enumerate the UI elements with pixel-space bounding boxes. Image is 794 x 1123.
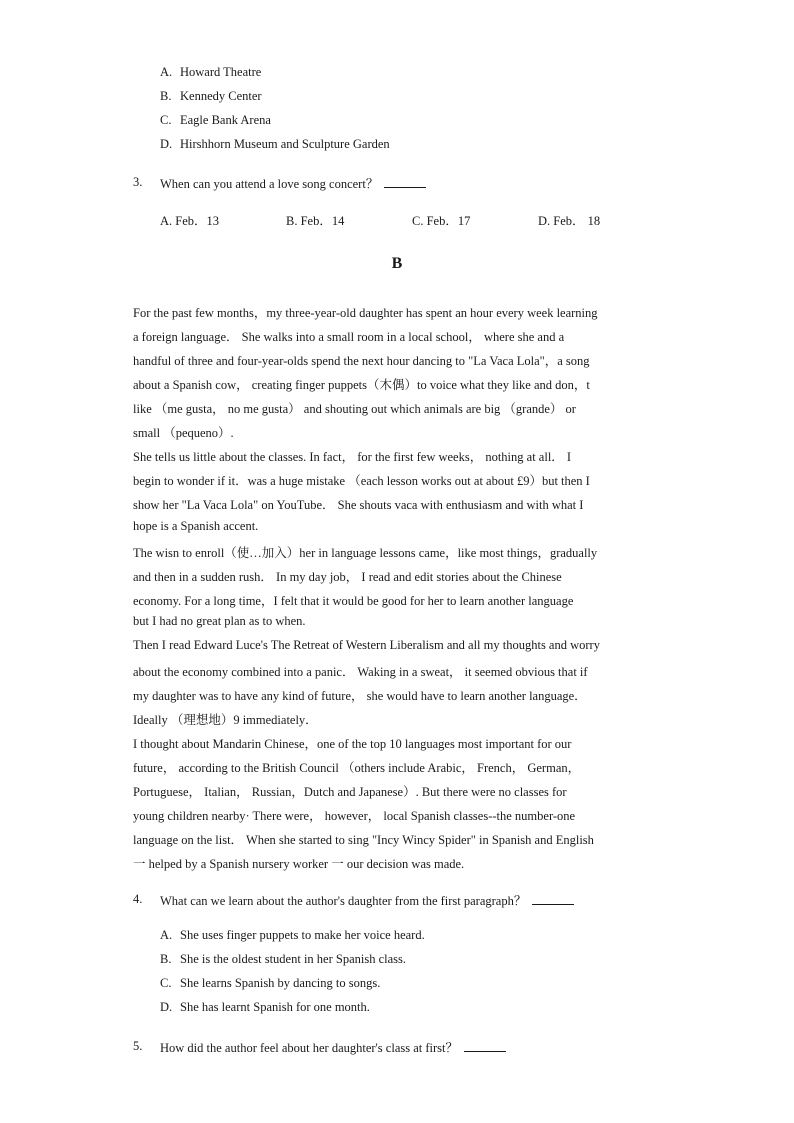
passage-line: show her "La Vaca Lola" on YouTube． She shouts vaca with enthusiasm and with what I <box>133 498 584 512</box>
passage-line: small （pequeno）. <box>133 426 234 440</box>
option-text: She is the oldest student in her Spanish class. <box>180 952 407 966</box>
passage-line: begin to wonder if it．was a huge mistake （each lesson works out at about £9）but then I <box>133 474 590 488</box>
passage-line: 一 helped by a Spanish nursery worker 一 our decision was made. <box>133 857 465 871</box>
passage-line: Then I read Edward Luce's The Retreat of Western Liberalism and all my thoughts and worry <box>133 638 600 652</box>
q4-option-a <box>160 928 425 943</box>
passage-line: handful of three and four-year-olds spend the next hour dancing to "La Vaca Lola"，a song <box>133 354 590 368</box>
passage-line: Portuguese， Italian， Russian，Dutch and Japanese）. But there were no classes for <box>133 785 567 799</box>
passage-line: She tells us little about the classes. In fact， for the first few weeks， nothing at all． I <box>133 450 572 464</box>
option-letter: A. <box>160 65 173 79</box>
option-text: Eagle Bank Arena <box>180 113 271 127</box>
option-letter: C. <box>160 113 172 127</box>
q3-option-d <box>538 211 600 229</box>
option-letter: A. <box>160 928 173 942</box>
passage-line: my daughter was to have any kind of future， she would have to learn another language． <box>133 689 587 703</box>
q3-question <box>160 174 426 192</box>
option-text: She has learnt Spanish for one month. <box>180 1000 370 1014</box>
option-text: Feb．13 <box>175 214 220 228</box>
question-text: How did the author feel about her daughter's class at first？ <box>160 1041 458 1055</box>
q3-option-a <box>160 211 219 229</box>
passage-line: I thought about Mandarin Chinese，one of the top 10 languages most important for our <box>133 737 572 751</box>
q4-option-c <box>160 976 380 991</box>
option-text: Feb． 18 <box>553 214 601 228</box>
passage-line: about a Spanish cow， creating finger puppets（木偶）to voice what they like and don，t <box>133 378 590 392</box>
option-text: Howard Theatre <box>180 65 262 79</box>
option-letter: A. <box>160 214 173 228</box>
passage-line: like （me gusta， no me gusta） and shouting out which animals are big （grande） or <box>133 402 576 416</box>
option-text: Hirshhorn Museum and Sculpture Garden <box>180 137 390 151</box>
q4-question <box>160 891 574 909</box>
option-letter: C. <box>160 976 172 990</box>
passage-line: Ideally （理想地）9 immediately． <box>133 713 318 727</box>
passage-line: about the economy combined into a panic． Waking in a sweat， it seemed obvious that if <box>133 665 588 679</box>
answer-blank[interactable] <box>384 176 426 188</box>
option-letter: D. <box>160 137 173 151</box>
q5-question <box>160 1038 506 1056</box>
answer-blank[interactable] <box>532 893 574 905</box>
question-text: When can you attend a love song concert？ <box>160 177 379 191</box>
section-title: B <box>391 255 403 272</box>
option-letter: C. <box>412 214 424 228</box>
option-letter: B. <box>160 89 172 103</box>
q2-option-a <box>160 65 261 80</box>
passage-line: young children nearby· There were， however， local Spanish classes--the number-one <box>133 809 576 823</box>
q3-option-c <box>412 211 470 229</box>
passage-line: and then in a sudden rush． In my day job， I read and edit stories about the Chinese <box>133 570 562 584</box>
q3-number: 3. <box>133 175 143 189</box>
option-text: Feb．17 <box>426 214 471 228</box>
option-text: Kennedy Center <box>180 89 262 103</box>
q4-number: 4. <box>133 892 143 906</box>
option-letter: D. <box>160 1000 173 1014</box>
q2-option-c <box>160 113 271 128</box>
q2-option-b <box>160 89 262 104</box>
option-letter: D. <box>538 214 551 228</box>
q4-option-b <box>160 952 406 967</box>
option-text: She uses finger puppets to make her voice heard. <box>180 928 425 942</box>
q5-number: 5. <box>133 1039 143 1053</box>
passage-line: a foreign language． She walks into a small room in a local school， where she and a <box>133 330 565 344</box>
option-text: She learns Spanish by dancing to songs. <box>180 976 381 990</box>
passage-line: language on the list． When she started to sing "Incy Wincy Spider" in Spanish and English <box>133 833 594 847</box>
answer-blank[interactable] <box>464 1040 506 1052</box>
question-text: What can we learn about the author's daughter from the first paragraph？ <box>160 894 527 908</box>
passage-line: hope is a Spanish accent. <box>133 519 259 533</box>
option-letter: B. <box>286 214 298 228</box>
passage-line: future， according to the British Council （others include Arabic， French， German， <box>133 761 581 775</box>
passage-line: The wisn to enroll（使…加入）her in language lessons came，like most things，gradually <box>133 546 598 560</box>
option-text: Feb．14 <box>300 214 345 228</box>
passage-line: economy. For a long time，I felt that it would be good for her to learn another language <box>133 594 574 608</box>
q2-option-d <box>160 137 390 152</box>
passage-line: but I had no great plan as to when. <box>133 614 306 628</box>
passage-line: For the past few months，my three-year-old daughter has spent an hour every week learning <box>133 306 598 320</box>
q3-option-b <box>286 211 344 229</box>
option-letter: B. <box>160 952 172 966</box>
q4-option-d <box>160 1000 370 1015</box>
